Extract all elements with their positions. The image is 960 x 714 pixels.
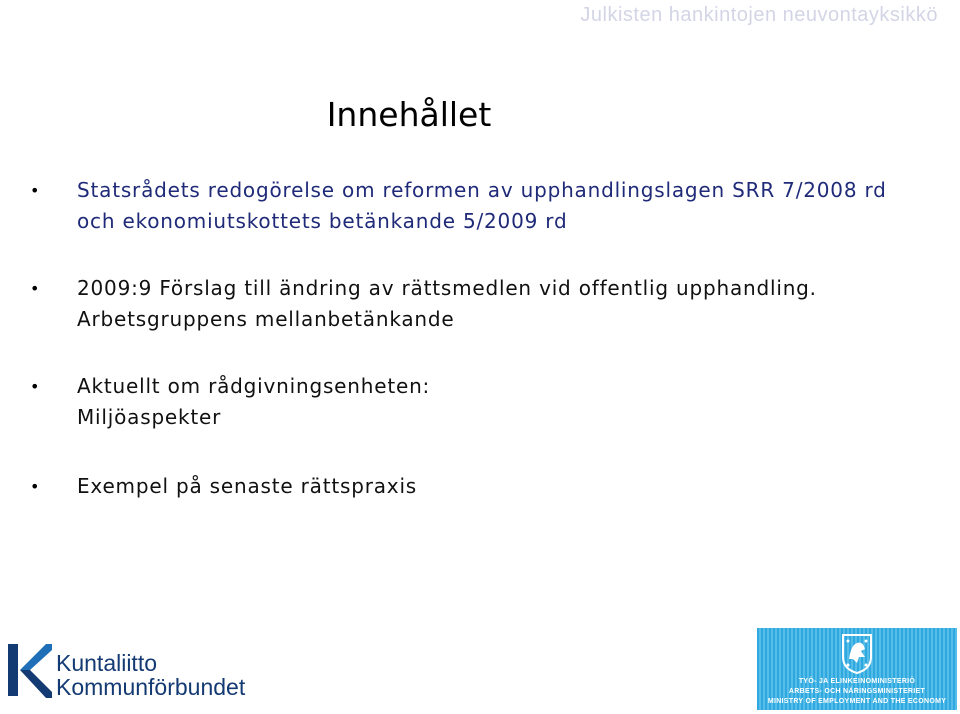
bullet-dot: • <box>30 377 41 396</box>
bullet-text-line2: Miljöaspekter <box>77 405 222 429</box>
kuntaliitto-name-fi: Kuntaliitto <box>56 650 158 676</box>
bullet-item-1 <box>30 175 890 237</box>
ministry-name-sv: ARBETS- OCH NÄRINGSMINISTERIET <box>788 688 926 695</box>
bullet-text: Exempel på senaste rättspraxis <box>77 474 418 498</box>
bullet-text-line1: Aktuellt om rådgivningsenheten: <box>77 374 431 398</box>
bullet-item-4 <box>30 471 890 502</box>
finnish-lion-crest-icon <box>839 631 875 675</box>
bullet-item-2 <box>30 273 890 335</box>
bullet-item-3 <box>30 371 890 433</box>
content-bullet-list <box>30 175 890 502</box>
kuntaliitto-name-sv: Kommunförbundet <box>56 674 246 700</box>
kuntaliitto-k-mark-icon <box>6 640 52 700</box>
ministry-name-en: MINISTRY OF EMPLOYMENT AND THE ECONOMY <box>767 698 947 705</box>
header-org-name: Julkisten hankintojen neuvontayksikkö <box>580 4 938 26</box>
page-title: Innehållet <box>326 95 492 134</box>
bullet-dot: • <box>30 477 41 496</box>
ministry-logo <box>757 628 957 710</box>
ministry-name-fi: TYÖ- JA ELINKEINOMINISTERIÖ <box>798 678 916 685</box>
bullet-text: 2009:9 Förslag till ändring av rättsmedlen vid offentlig upphandling. Arbetsgruppens mellanbetänkande <box>77 276 817 331</box>
bullet-dot: • <box>30 181 41 200</box>
kuntaliitto-logo <box>6 640 276 700</box>
bullet-text: Statsrådets redogörelse om reformen av upphandlingslagen SRR 7/2008 rd och ekonomiutskottets betänkande 5/2009 rd <box>77 178 887 233</box>
bullet-dot: • <box>30 279 41 298</box>
